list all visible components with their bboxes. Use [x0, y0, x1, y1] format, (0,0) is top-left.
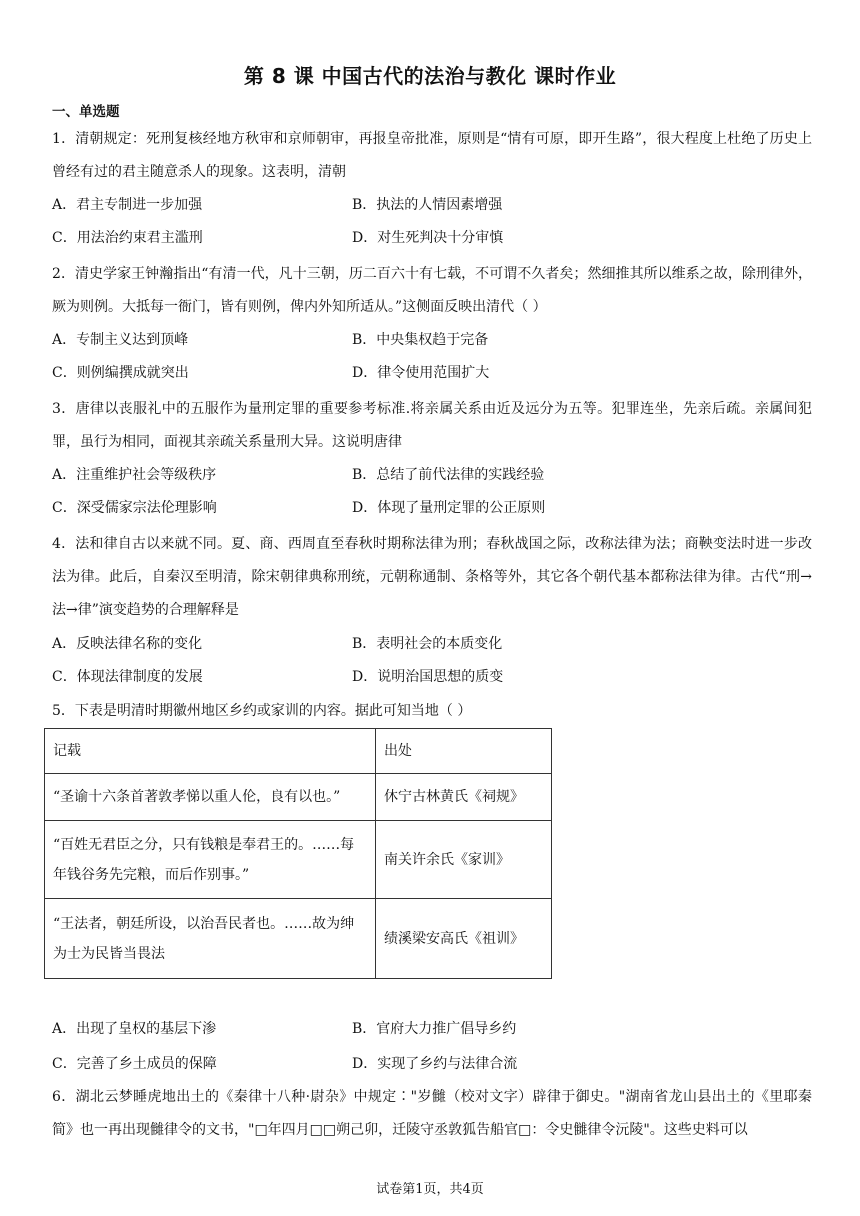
table-cell: 休宁古林黄氏《祠规》	[376, 774, 552, 821]
question-4-option-a: A．反映法律名称的变化	[52, 636, 203, 652]
table-cell: “王法者，朝廷所设，以治吾民者也。……故为绅为士为民皆当畏法	[45, 899, 376, 979]
question-2-option-a: A．专制主义达到顶峰	[52, 332, 189, 348]
question-2-stem: 2．清史学家王钟瀚指出“有清一代，凡十三朝，历二百六十有七载，不可谓不久者矣；然细推其所以维系之故，除刑律外，厥为则例。大抵每一衙门，皆有则例，俾内外知所适从。”这侧面反映出清代（ ）	[52, 266, 812, 315]
question-4-option-b: B．表明社会的本质变化	[352, 636, 503, 652]
question-1-stem: 1．清朝规定：死刑复核经地方秋审和京师朝审，再报皇帝批准，原则是“情有可原，即开生路”，很大程度上杜绝了历史上曾经有过的君主随意杀人的现象。这表明，清朝	[52, 131, 812, 180]
question-1-option-c: C．用法治约束君主滥刑	[52, 230, 203, 246]
table-row	[45, 899, 552, 979]
table-header-row	[45, 729, 552, 774]
table-cell: “百姓无君臣之分，只有钱粮是奉君王的。……每年钱谷务先完粮，而后作别事。”	[45, 821, 376, 899]
question-6-stem: 6．湖北云梦睡虎地出土的《秦律十八种·尉杂》中规定∶"岁雠（校对文字）辟律于御史。"湖南省龙山县出土的《里耶秦简》也一再出现雠律令的文书，"□年四月□□朔己卯，迁陵守丞敦狐告船官□：令史雠律令沅陵"。这些史料可以	[52, 1089, 812, 1138]
question-1-option-d: D．对生死判决十分审慎	[352, 230, 504, 246]
section-heading: 一、单选题	[52, 104, 120, 120]
question-3-option-d: D．体现了量刑定罪的公正原则	[352, 500, 546, 516]
table-row	[45, 774, 552, 821]
question-5-stem: 5．下表是明清时期徽州地区乡约或家训的内容。据此可知当地（ ）	[52, 703, 472, 719]
question-1-option-b: B．执法的人情因素增强	[352, 197, 503, 213]
question-4-stem: 4．法和律自古以来就不同。夏、商、西周直至春秋时期称法律为刑；春秋战国之际，改称法律为法；商鞅变法时进一步改法为律。此后，自秦汉至明清，除宋朝律典称刑统，元朝称通制、条格等外，其它各个朝代基本都称法律为律。古代“刑→法→律”演变趋势的合理解释是	[52, 536, 812, 618]
question-5-option-b: B．官府大力推广倡导乡约	[352, 1021, 517, 1037]
page-footer: 试卷第1页，共4页	[376, 1182, 484, 1197]
question-5-option-c: C．完善了乡土成员的保障	[52, 1056, 217, 1072]
question-2-option-d: D．律令使用范围扩大	[352, 365, 490, 381]
question-3-option-b: B．总结了前代法律的实践经验	[352, 467, 545, 483]
question-2-option-c: C．则例编撰成就突出	[52, 365, 189, 381]
question-1-option-a: A．君主专制进一步加强	[52, 197, 203, 213]
question-3-option-a: A．注重维护社会等级秩序	[52, 467, 217, 483]
page-title: 第 8 课 中国古代的法治与教化 课时作业	[243, 64, 617, 88]
table-cell: 南关许余氏《家训》	[376, 821, 552, 899]
table-row	[45, 821, 552, 899]
question-2-option-b: B．中央集权趋于完备	[352, 332, 489, 348]
table-cell: “圣谕十六条首著敦孝悌以重人伦，良有以也。”	[45, 774, 376, 821]
question-4-option-c: C．体现法律制度的发展	[52, 669, 203, 685]
question-4-option-d: D．说明治国思想的质变	[352, 669, 504, 685]
source-table	[44, 728, 552, 979]
question-5-option-d: D．实现了乡约与法律合流	[352, 1056, 518, 1072]
question-3-option-c: C．深受儒家宗法伦理影响	[52, 500, 217, 516]
question-3-stem: 3．唐律以丧服礼中的五服作为量刑定罪的重要参考标准.将亲属关系由近及远分为五等。犯罪连坐，先亲后疏。亲属间犯罪，虽行为相同，面视其亲疏关系量刑大异。这说明唐律	[52, 401, 812, 450]
table-cell: 绩溪梁安高氏《祖训》	[376, 899, 552, 979]
table-header-cell: 出处	[376, 729, 552, 774]
table-header-cell: 记载	[45, 729, 376, 774]
question-5-option-a: A．出现了皇权的基层下渗	[52, 1021, 217, 1037]
